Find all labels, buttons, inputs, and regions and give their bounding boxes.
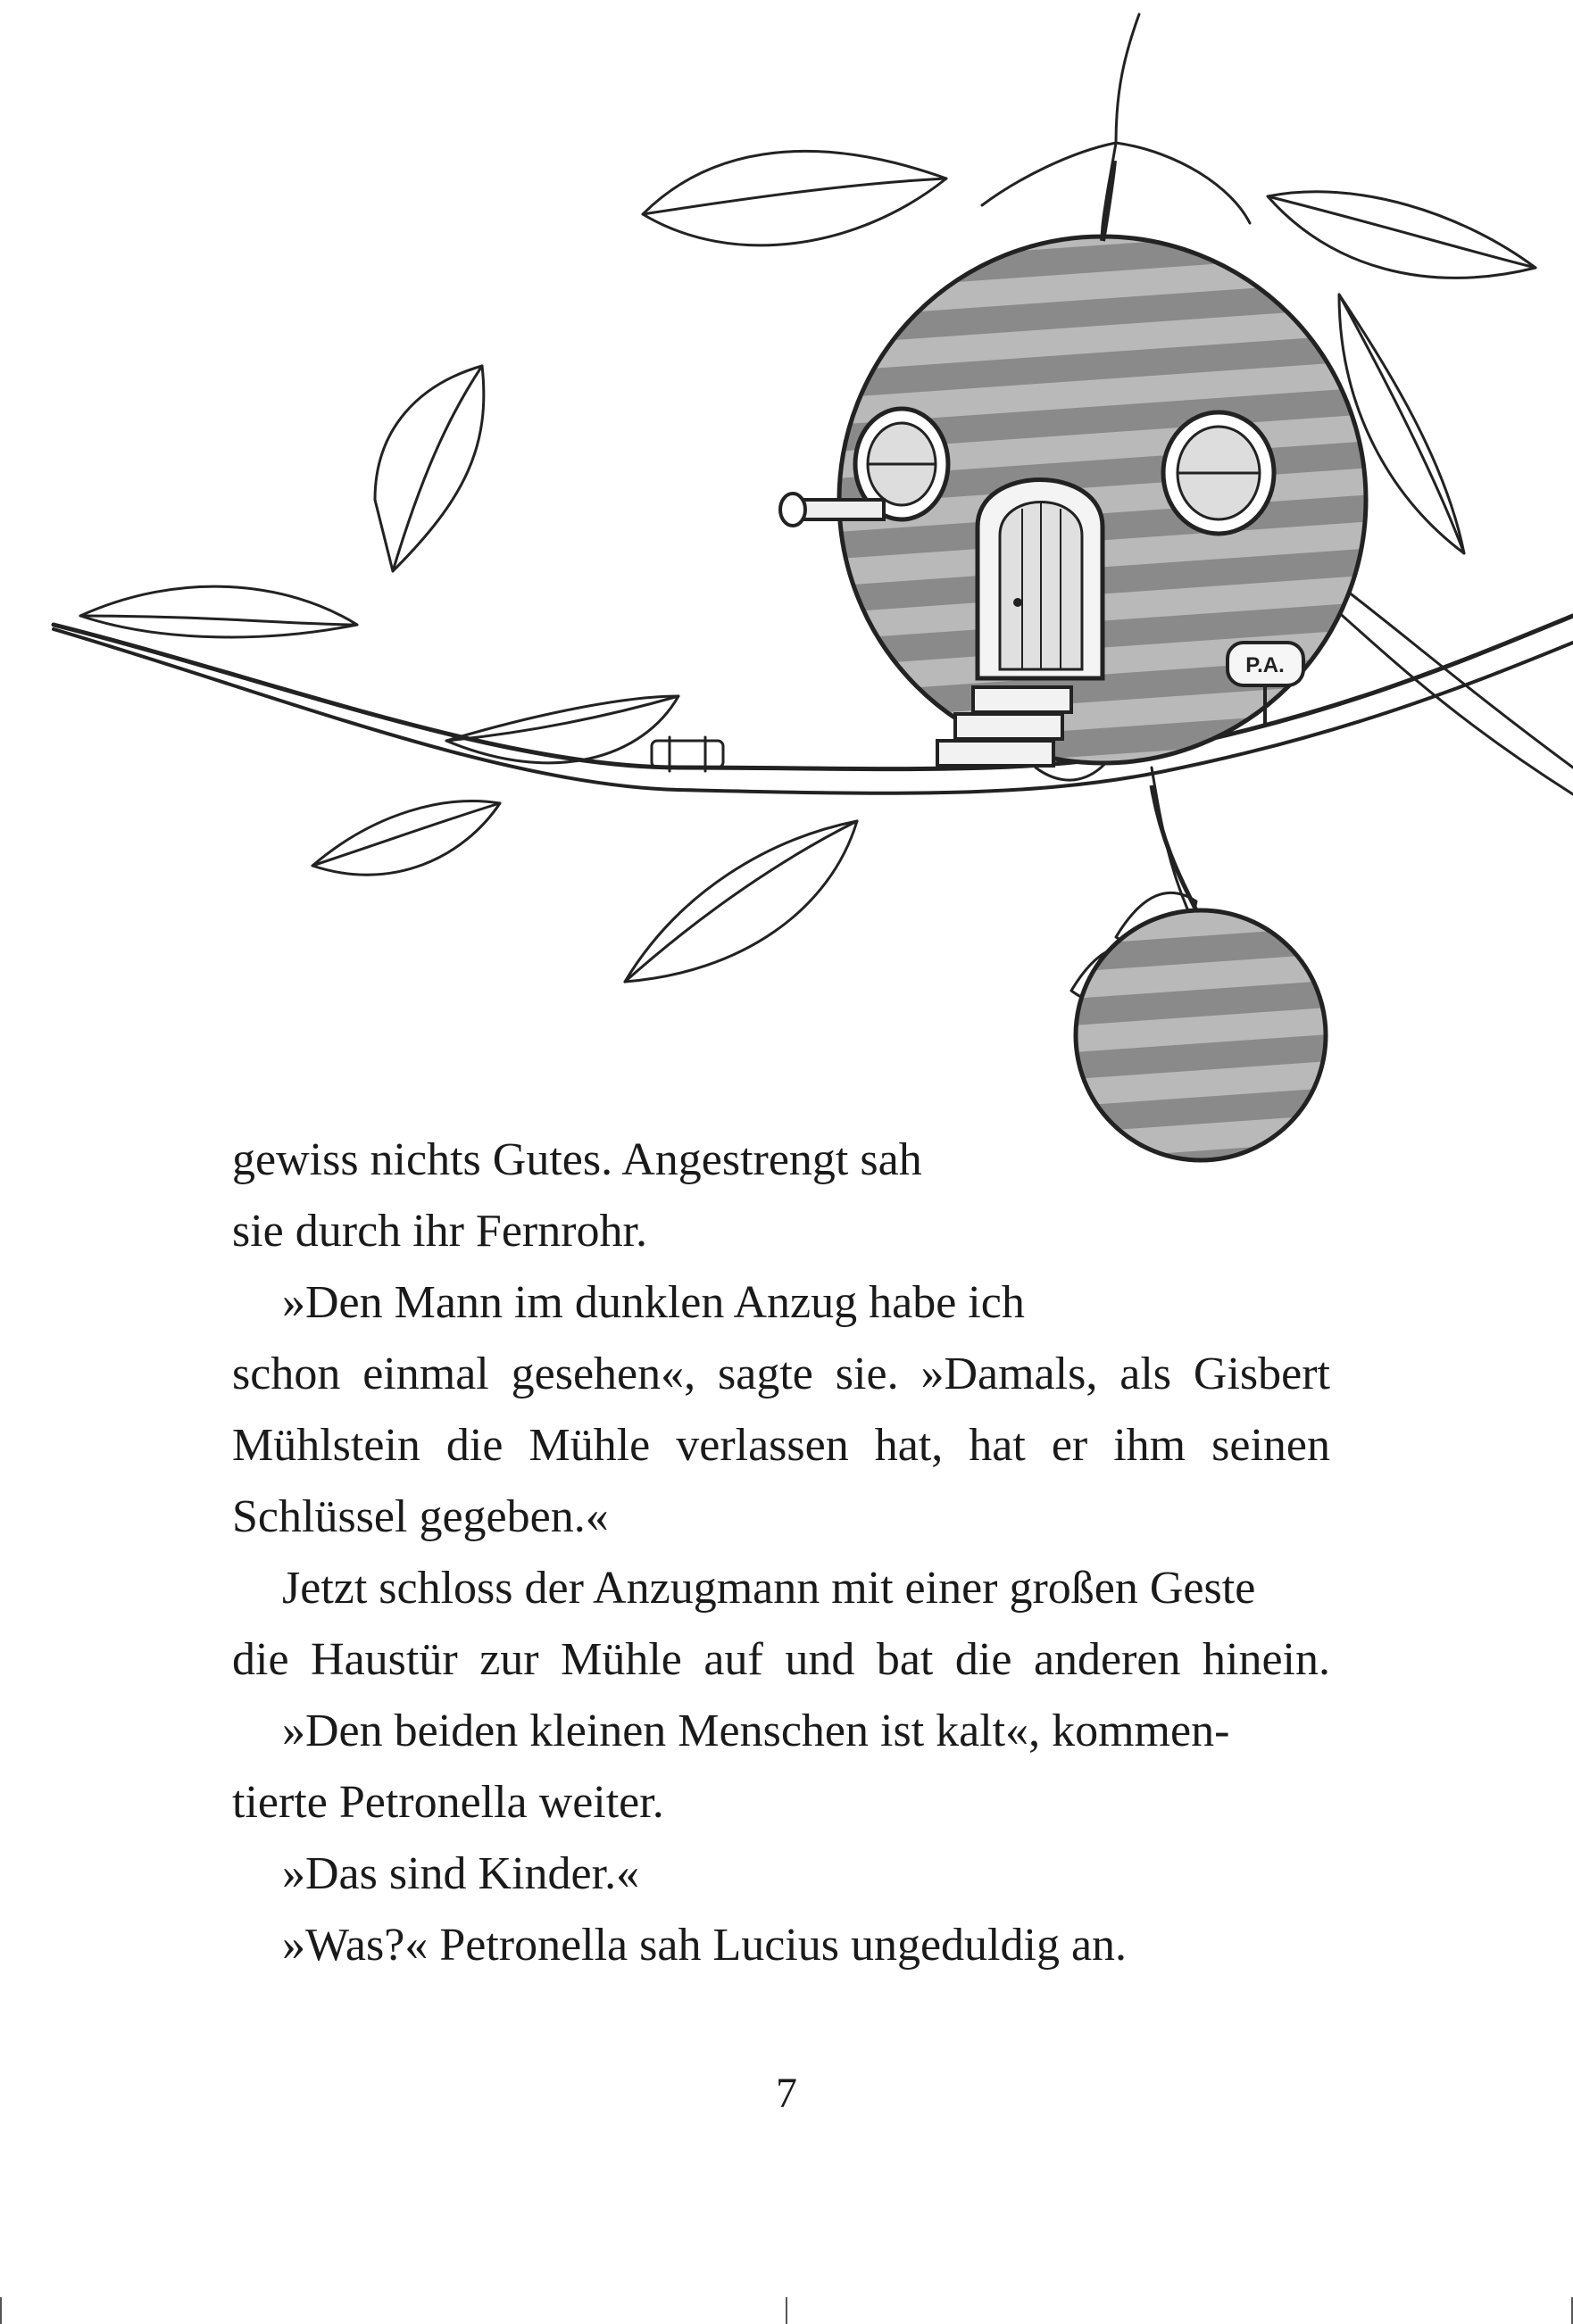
text-line: »Was?« Petronella sah Lucius ungeduldig an. [282, 1920, 1128, 1971]
text-line: »Den beiden kleinen Menschen ist kalt«, kommen- [282, 1706, 1230, 1756]
telescope [780, 494, 884, 526]
text-line: die Haustür zur Mühle auf und bat die anderen hinein. [232, 1634, 1330, 1685]
apple-house [780, 161, 1366, 766]
text-line: sie durch ihr Fernrohr. [232, 1206, 648, 1257]
text-line: Schlüssel gegeben.« [232, 1491, 609, 1542]
page-number: 7 [776, 2070, 797, 2117]
text-line: schon einmal gesehen«, sagte sie. »Damals, als Gisbert [232, 1349, 1330, 1399]
round-window-right [1163, 412, 1274, 534]
crop-mark [0, 2297, 2, 2324]
text-line: Mühlstein die Mühle verlassen hat, hat er ihm seinen [232, 1420, 1330, 1471]
text-line: »Den Mann im dunklen Anzug habe ich [282, 1277, 1025, 1328]
crop-mark [786, 2297, 787, 2324]
door [978, 480, 1103, 679]
text-line: tierte Petronella weiter. [232, 1777, 664, 1828]
body-text [232, 1125, 1330, 1981]
text-line: »Das sind Kinder.« [282, 1848, 640, 1899]
mailbox-label: P.A. [1245, 653, 1285, 677]
text-line: gewiss nichts Gutes. Angestrengt sah [232, 1134, 922, 1185]
hanging-apple [1076, 785, 1326, 1160]
text-line: Jetzt schloss der Anzugmann mit einer großen Geste [282, 1563, 1256, 1614]
